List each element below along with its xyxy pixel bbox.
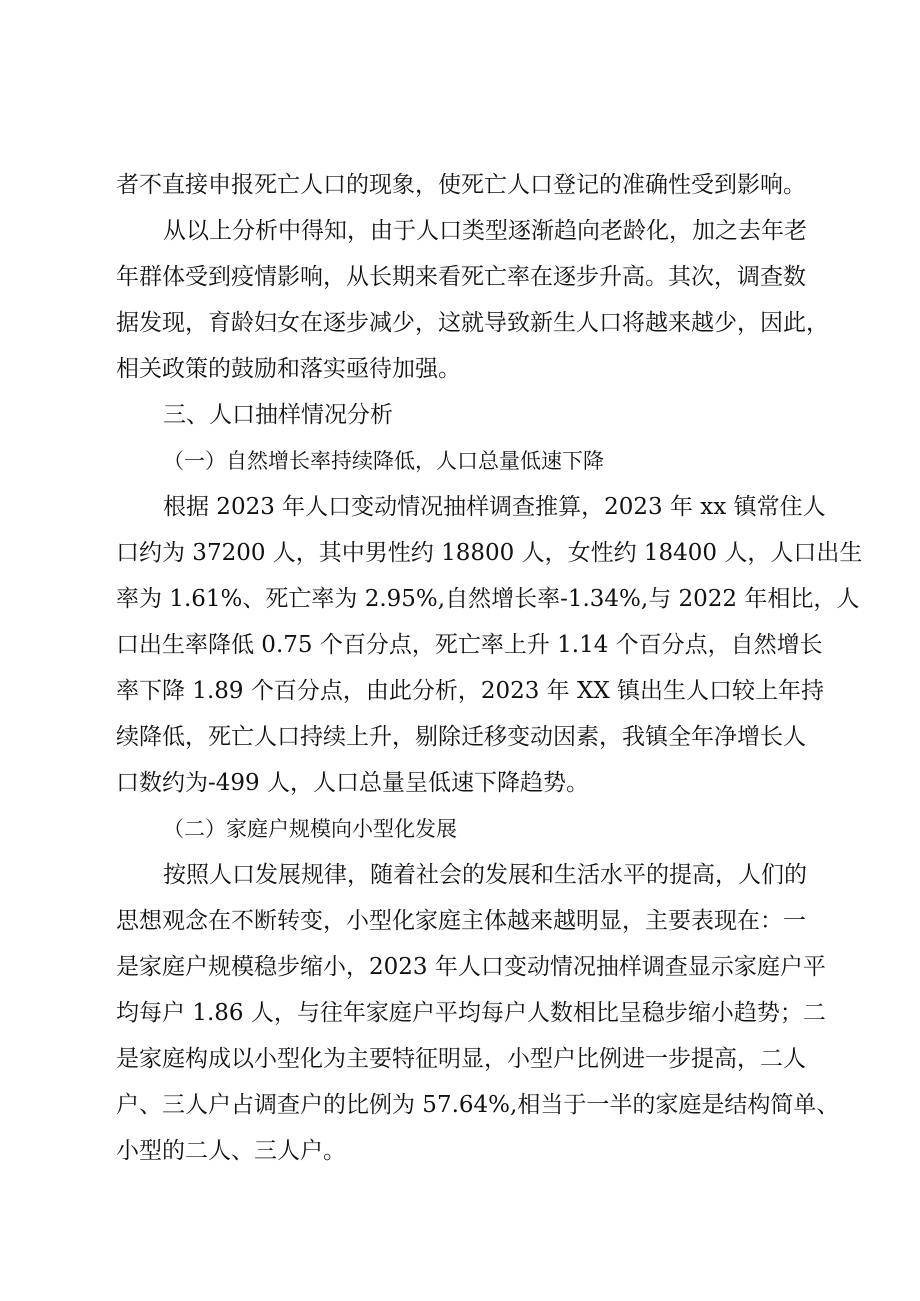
paragraph-line: 按照人口发展规律，随着社会的发展和生活水平的提高，人们的: [163, 862, 807, 888]
paragraph-line: 从以上分析中得知，由于人口类型逐渐趋向老龄化，加之去年老: [163, 218, 807, 244]
paragraph-line: 续降低，死亡人口持续上升，剔除迁移变动因素，我镇全年净增长人: [116, 724, 806, 750]
section-heading: 三、人口抽样情况分析: [163, 402, 393, 428]
subsection-heading: （一）自然增长率持续降低，人口总量低速下降: [163, 449, 604, 473]
paragraph-line: 是家庭构成以小型化为主要特征明显，小型户比例进一步提高，二人: [116, 1046, 806, 1072]
paragraph-line: 率下降 1.89 个百分点，由此分析，2023 年 XX 镇出生人口较上年持: [116, 678, 825, 704]
paragraph-line: 户、三人户占调查户的比例为 57.64%,相当于一半的家庭是结构简单、: [116, 1092, 840, 1118]
paragraph-line: 口数约为-499 人，人口总量呈低速下降趋势。: [116, 770, 589, 796]
paragraph-line: 相关政策的鼓励和落实亟待加强。: [116, 356, 461, 382]
paragraph-line: 据发现，育龄妇女在逐步减少，这就导致新生人口将越来越少，因此，: [116, 310, 829, 336]
paragraph-line: 口出生率降低 0.75 个百分点，死亡率上升 1.14 个百分点，自然增长: [116, 632, 823, 658]
paragraph-line: 均每户 1.86 人，与往年家庭户平均每户人数相比呈稳步缩小趋势；二: [116, 1000, 826, 1026]
paragraph-line: 者不直接申报死亡人口的现象，使死亡人口登记的准确性受到影响。: [116, 172, 806, 198]
paragraph-line: 小型的二人、三人户。: [116, 1138, 346, 1164]
paragraph-line: 率为 1.61%、死亡率为 2.95%,自然增长率-1.34%,与 2022 年相比，人: [116, 586, 860, 612]
paragraph-line: 是家庭户规模稳步缩小，2023 年人口变动情况抽样调查显示家庭户平: [116, 954, 826, 980]
paragraph-line: 思想观念在不断转变，小型化家庭主体越来越明显，主要表现在：一: [116, 908, 806, 934]
paragraph-line: 年群体受到疫情影响，从长期来看死亡率在逐步升高。其次，调查数: [116, 264, 806, 290]
subsection-heading: （二）家庭户规模向小型化发展: [163, 817, 457, 841]
paragraph-line: 口约为 37200 人，其中男性约 18800 人，女性约 18400 人，人口出生: [116, 540, 863, 566]
paragraph-line: 根据 2023 年人口变动情况抽样调查推算，2023 年 xx 镇常住人: [163, 494, 826, 520]
